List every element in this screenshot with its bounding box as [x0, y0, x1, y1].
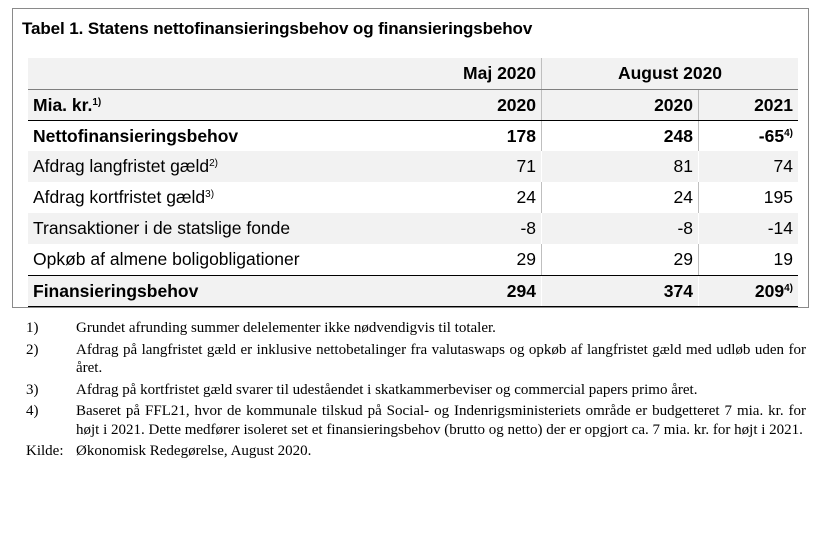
- table-row: Transaktioner i de statslige fonde -8 -8 -14: [28, 213, 798, 244]
- footnotes: [26, 319, 806, 461]
- year-aug-2021: 2021: [698, 90, 798, 120]
- source-line: Kilde: Økonomisk Redegørelse, August 2020.: [26, 443, 312, 459]
- footnote: 3) Afdrag på kortfristet gæld svarer til udeståendet i skatkammerbeviser og commercial papers primo året.: [26, 381, 698, 398]
- footnote: 2) Afdrag på langfristet gæld er inklusive nettobetalinger fra valutaswaps og opkøb af langfristet gæld med udløb uden for året.: [26, 341, 806, 376]
- footnote: 1) Grundet afrunding summer delelementer ikke nødvendigvis til totaler.: [26, 320, 496, 336]
- header-empty: [28, 58, 383, 89]
- table-row: Opkøb af almene boligobligationer 29 29 19: [28, 244, 798, 275]
- footnote: 4) Baseret på FFL21, hvor de kommunale tilskud på Social- og Indenrigsministeriets område er budgetteret 7 mia. kr. for højt i 2021. Dette medfører isoleret set et finansieringsbehov (brutto og netto) der er opgjort ca. 7 mia. kr. for højt i 2021.: [26, 403, 806, 438]
- header-group-row: [28, 58, 798, 89]
- year-aug-2020: 2020: [541, 90, 698, 120]
- header-group-august: August 2020: [541, 58, 798, 89]
- header-group-maj: Maj 2020: [463, 63, 536, 83]
- table-title: Tabel 1. Statens nettofinansieringsbehov og finansieringsbehov: [22, 19, 533, 38]
- unit-label: Mia. kr.$^{1)}$: [33, 95, 102, 115]
- year-maj-2020: 2020: [497, 95, 536, 115]
- table-row: Nettofinansieringsbehov 178 248 -65$^{4)}$: [28, 120, 798, 151]
- table-row: Afdrag langfristet gæld$^{2)}$ 71 81 74: [28, 151, 798, 182]
- table-row: Afdrag kortfristet gæld$^{3)}$ 24 24 195: [28, 182, 798, 213]
- table-row-total: Finansieringsbehov 294 374 209$^{4)}$: [28, 275, 798, 307]
- header-year-row: [28, 89, 798, 120]
